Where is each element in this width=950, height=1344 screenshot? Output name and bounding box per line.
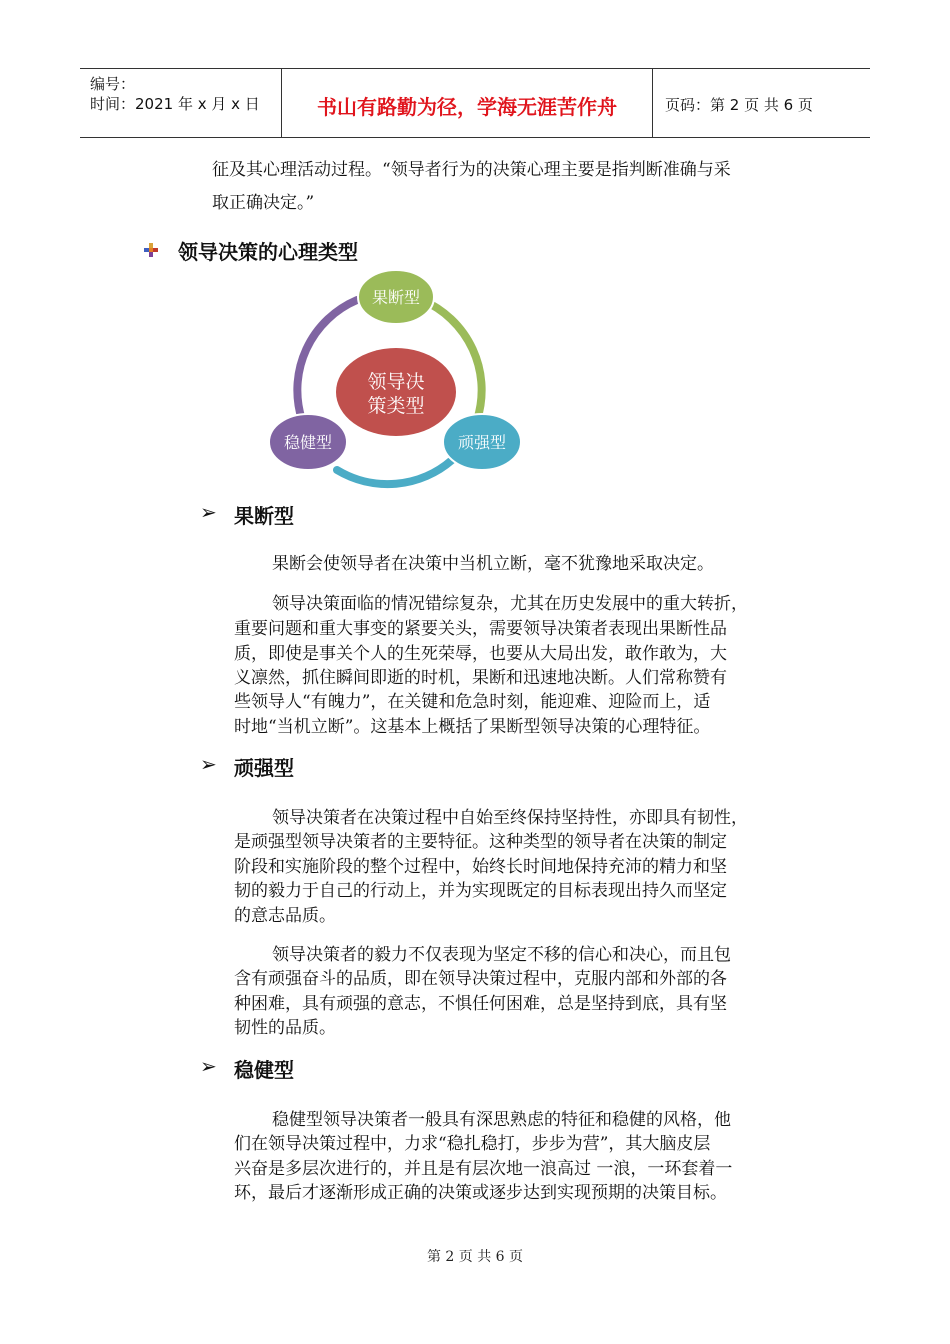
paragraph-line: 些领导人“有魄力”，在关键和危急时刻，能迎难、迎险而上，适: [234, 692, 711, 712]
node-left-label: 稳健型: [283, 433, 333, 452]
header-page-code: 页码：第 2 页 共 6 页: [665, 96, 813, 114]
paragraph-line: 的意志品质。: [234, 906, 336, 926]
arc-bottom: [337, 460, 452, 484]
document-time-label: 时间：2021 年 x 月 x 日: [90, 95, 260, 113]
arrow-bullet-icon: ➢: [200, 752, 217, 776]
section-title-decisive: 果断型: [234, 504, 294, 528]
paragraph-line: 种困难，具有顽强的意志，不惧任何困难，总是坚持到底，具有坚: [234, 994, 727, 1014]
header-meta-cell: [80, 69, 282, 137]
header-table: [80, 68, 870, 138]
paragraph-line: 时地“当机立断”。这基本上概括了果断型领导决策的心理特征。: [234, 717, 711, 737]
paragraph-line: 果断会使领导者在决策中当机立断，毫不犹豫地采取决定。: [272, 554, 714, 574]
page-footer: 第 2 页 共 6 页: [426, 1249, 524, 1265]
paragraph-line: 们在领导决策过程中，力求“稳扎稳打，步步为营”，其大脑皮层: [234, 1134, 711, 1154]
header-motto: 书山有路勤为径，学海无涯苦作舟: [317, 95, 617, 119]
paragraph-line: 领导决策面临的情况错综复杂，尤其在历史发展中的重大转折，: [272, 594, 748, 614]
paragraph-line: 领导决策者在决策过程中自始至终保持坚持性，亦即具有韧性，: [272, 808, 748, 828]
arrow-bullet-icon: ➢: [200, 1054, 217, 1078]
paragraph-line: 韧的毅力于自己的行动上，并为实现既定的目标表现出持久而坚定: [234, 881, 727, 901]
paragraph-line: 质，即使是事关个人的生死荣辱，也要从大局出发，敢作敢为，大: [234, 644, 727, 664]
node-top-label: 果断型: [371, 288, 421, 307]
paragraph-line: 重要问题和重大事变的紧要关头，需要领导决策者表现出果断性品: [234, 619, 727, 639]
header-page-cell: [653, 69, 870, 137]
arrow-bullet-icon: ➢: [200, 500, 217, 524]
node-right-label: 顽强型: [457, 433, 507, 452]
section-title-tenacious: 顽强型: [234, 756, 294, 780]
intro-line: 取正确决定。”: [212, 193, 315, 213]
center-label-line1: 领导决: [367, 371, 425, 393]
paragraph-line: 韧性的品质。: [234, 1018, 336, 1038]
paragraph-line: 领导决策者的毅力不仅表现为坚定不移的信心和决心，而且包: [272, 945, 731, 965]
paragraph-line: 稳健型领导决策者一般具有深思熟虑的特征和稳健的风格，他: [272, 1110, 731, 1130]
main-heading: 领导决策的心理类型: [178, 240, 358, 264]
center-label-line2: 策类型: [367, 395, 425, 417]
document-number-label: 编号：: [90, 75, 136, 93]
paragraph-line: 是顽强型领导决策者的主要特征。这种类型的领导者在决策的制定: [234, 832, 727, 852]
paragraph-line: 含有顽强奋斗的品质，即在领导决策过程中，克服内部和外部的各: [234, 969, 727, 989]
paragraph-line: 兴奋是多层次进行的，并且是有层次地一浪高过 一浪，一环套着一: [234, 1159, 733, 1179]
header-motto-cell: [282, 69, 653, 137]
paragraph-line: 环，最后才逐渐形成正确的决策或逐步达到实现预期的决策目标。: [234, 1183, 727, 1203]
bullet-icon: [144, 243, 158, 257]
section-title-steady: 稳健型: [234, 1058, 294, 1082]
paragraph-line: 阶段和实施阶段的整个过程中，始终长时间地保持充沛的精力和坚: [234, 857, 727, 877]
cycle-diagram: [262, 270, 532, 500]
paragraph-line: 义凛然，抓住瞬间即逝的时机，果断和迅速地决断。人们常称赞有: [234, 668, 727, 688]
intro-line: 征及其心理活动过程。“领导者行为的决策心理主要是指判断准确与采: [212, 160, 731, 180]
